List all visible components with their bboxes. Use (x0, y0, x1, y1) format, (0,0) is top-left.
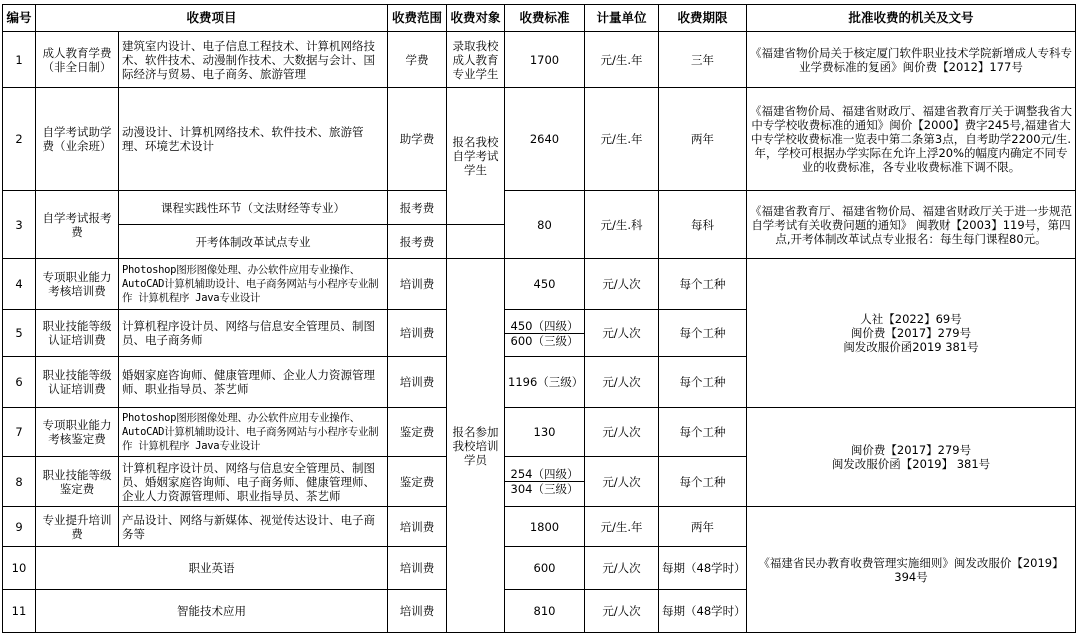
cell-no: 10 (3, 547, 36, 590)
cell-basis: 《福建省教育厅、福建省物价局、福建省财政厅关于进一步规范自学考试有关收费问题的通知》 闽教财【2003】119号，第四点,开考体制改革试点专业报名：每生每门课程80元。 (747, 191, 1076, 259)
cell-standard: 2640 (505, 88, 585, 191)
basis-line: 闽价费【2017】279号 (850, 443, 972, 457)
cell-term: 每个工种 (659, 357, 747, 408)
cell-scope: 培训费 (388, 259, 447, 310)
cell-majors: 建筑室内设计、电子信息工程技术、计算机网络技术、软件技术、动漫制作技术、大数据与会计、国际经济与贸易、电子商务、旅游管理 (119, 32, 388, 88)
cell-basis-7-8 (747, 408, 1076, 507)
cell-no: 7 (3, 408, 36, 457)
cell-basis-9-11: 《福建省民办教育收费管理实施细则》闽发改服价【2019】394号 (747, 507, 1076, 633)
table-row (3, 88, 1076, 191)
cell-unit: 元/生.年 (585, 88, 659, 191)
header-no: 编号 (3, 5, 36, 32)
cell-name: 职业技能等级鉴定费 (36, 457, 119, 507)
cell-majors: 婚姻家庭咨询师、健康管理师、企业人力资源管理师、职业指导员、茶艺师 (119, 357, 388, 408)
cell-no: 3 (3, 191, 36, 259)
cell-scope: 培训费 (388, 357, 447, 408)
cell-term: 两年 (659, 88, 747, 191)
cell-name: 自学考试报考费 (36, 191, 119, 259)
cell-scope: 鉴定费 (388, 457, 447, 507)
table-row (3, 259, 1076, 310)
cell-scope: 助学费 (388, 88, 447, 191)
basis-line: 闽价费【2017】279号 (850, 326, 972, 340)
table-row (3, 32, 1076, 88)
basis-line: 人社【2022】69号 (860, 312, 962, 326)
cell-target-selfstudy: 报名我校自学考试学生 (447, 88, 505, 225)
cell-majors: 计算机程序设计员、网络与信息安全管理员、制图员、婚姻家庭咨询师、电子商务师、健康管理师、企业人力资源管理师、职业指导员、茶艺师 (119, 457, 388, 507)
header-term: 收费期限 (659, 5, 747, 32)
cell-scope: 学费 (388, 32, 447, 88)
cell-no: 8 (3, 457, 36, 507)
cell-term: 两年 (659, 507, 747, 547)
cell-standard: 600 (505, 547, 585, 590)
cell-name: 职业技能等级认证培训费 (36, 310, 119, 357)
cell-unit: 元/人次 (585, 259, 659, 310)
standard-level-4: 254（四级） (505, 467, 584, 482)
cell-term: 每个工种 (659, 457, 747, 507)
cell-majors: 计算机程序设计员、网络与信息安全管理员、制图员、电子商务师 (119, 310, 388, 357)
cell-term: 每个工种 (659, 259, 747, 310)
fee-table (2, 4, 1076, 633)
cell-standard: 130 (505, 408, 585, 457)
cell-unit: 元/人次 (585, 457, 659, 507)
cell-no: 9 (3, 507, 36, 547)
cell-name: 专项职业能力考核培训费 (36, 259, 119, 310)
cell-term: 每期（48学时） (659, 590, 747, 633)
cell-term: 每个工种 (659, 408, 747, 457)
cell-term: 每科 (659, 191, 747, 259)
cell-basis: 《福建省物价局关于核定厦门软件职业技术学院新增成人专科专业学费标准的复函》闽价费【2012】177号 (747, 32, 1076, 88)
cell-standard-split (505, 457, 585, 507)
cell-term: 三年 (659, 32, 747, 88)
cell-name: 职业英语 (36, 547, 388, 590)
cell-majors: 课程实践性环节（文法财经等专业） (119, 191, 388, 225)
cell-term: 每期（48学时） (659, 547, 747, 590)
header-standard: 收费标准 (505, 5, 585, 32)
cell-term: 每个工种 (659, 310, 747, 357)
cell-standard: 1196（三级） (505, 357, 585, 408)
cell-scope: 培训费 (388, 310, 447, 357)
cell-scope: 鉴定费 (388, 408, 447, 457)
cell-no: 2 (3, 88, 36, 191)
cell-no: 1 (3, 32, 36, 88)
cell-name: 专业提升培训费 (36, 507, 119, 547)
header-target: 收费对象 (447, 5, 505, 32)
cell-unit: 元/人次 (585, 547, 659, 590)
cell-target: 录取我校成人教育专业学生 (447, 32, 505, 88)
standard-level-4: 450（四级） (505, 319, 584, 334)
cell-no: 11 (3, 590, 36, 633)
table-row (3, 191, 1076, 225)
cell-no: 5 (3, 310, 36, 357)
cell-basis-4-6 (747, 259, 1076, 408)
cell-standard: 810 (505, 590, 585, 633)
cell-scope: 培训费 (388, 547, 447, 590)
cell-unit: 元/人次 (585, 357, 659, 408)
cell-majors: Photoshop图形图像处理、办公软件应用专业操作、AutoCAD计算机辅助设计、电子商务网站与小程序专业制作 计算机程序 Java专业设计 (119, 259, 388, 310)
cell-name: 专项职业能力考核鉴定费 (36, 408, 119, 457)
cell-no: 4 (3, 259, 36, 310)
table-row (3, 507, 1076, 547)
cell-no: 6 (3, 357, 36, 408)
cell-unit: 元/生.年 (585, 32, 659, 88)
standard-level-3: 600（三级） (510, 333, 579, 348)
basis-line: 闽发改服价函2019 381号 (843, 340, 979, 354)
cell-scope: 报考费 (388, 225, 447, 259)
header-scope: 收费范围 (388, 5, 447, 32)
cell-standard: 1800 (505, 507, 585, 547)
cell-standard: 450 (505, 259, 585, 310)
cell-standard: 80 (505, 191, 585, 259)
cell-scope: 报考费 (388, 191, 447, 225)
standard-level-3: 304（三级） (510, 482, 579, 496)
cell-standard-split (505, 310, 585, 357)
cell-name: 职业技能等级认证培训费 (36, 357, 119, 408)
header-row (3, 5, 1076, 32)
cell-unit: 元/人次 (585, 590, 659, 633)
cell-majors: Photoshop图形图像处理、办公软件应用专业操作、AutoCAD计算机辅助设计、电子商务网站与小程序专业制作 计算机程序 Java专业设计 (119, 408, 388, 457)
cell-majors: 开考体制改革试点专业 (119, 225, 388, 259)
cell-name: 自学考试助学费（业余班） (36, 88, 119, 191)
cell-name: 智能技术应用 (36, 590, 388, 633)
cell-majors: 产品设计、网络与新媒体、视觉传达设计、电子商务等 (119, 507, 388, 547)
cell-standard: 1700 (505, 32, 585, 88)
cell-target-training: 报名参加我校培训学员 (447, 259, 505, 633)
cell-majors: 动漫设计、计算机网络技术、软件技术、旅游管理、环境艺术设计 (119, 88, 388, 191)
cell-unit: 元/人次 (585, 310, 659, 357)
cell-scope: 培训费 (388, 590, 447, 633)
table-row (3, 408, 1076, 457)
cell-unit: 元/生.科 (585, 191, 659, 259)
header-unit: 计量单位 (585, 5, 659, 32)
header-item: 收费项目 (36, 5, 388, 32)
cell-unit: 元/生.年 (585, 507, 659, 547)
basis-line: 闽发改服价函【2019】 381号 (831, 457, 991, 471)
cell-name: 成人教育学费（非全日制） (36, 32, 119, 88)
cell-scope: 培训费 (388, 507, 447, 547)
header-basis: 批准收费的机关及文号 (747, 5, 1076, 32)
cell-basis: 《福建省物价局、福建省财政厅、福建省教育厅关于调整我省大中专学校收费标准的通知》闽价【2000】费字245号,福建省大中专学校收费标准一览表中第二条第3点，自考助学2200元/生.年，学校可根据办学实际在允许上浮20%的幅度内确定不同专业的收费标准，各专业收费标准下调不限。 (747, 88, 1076, 191)
cell-unit: 元/人次 (585, 408, 659, 457)
